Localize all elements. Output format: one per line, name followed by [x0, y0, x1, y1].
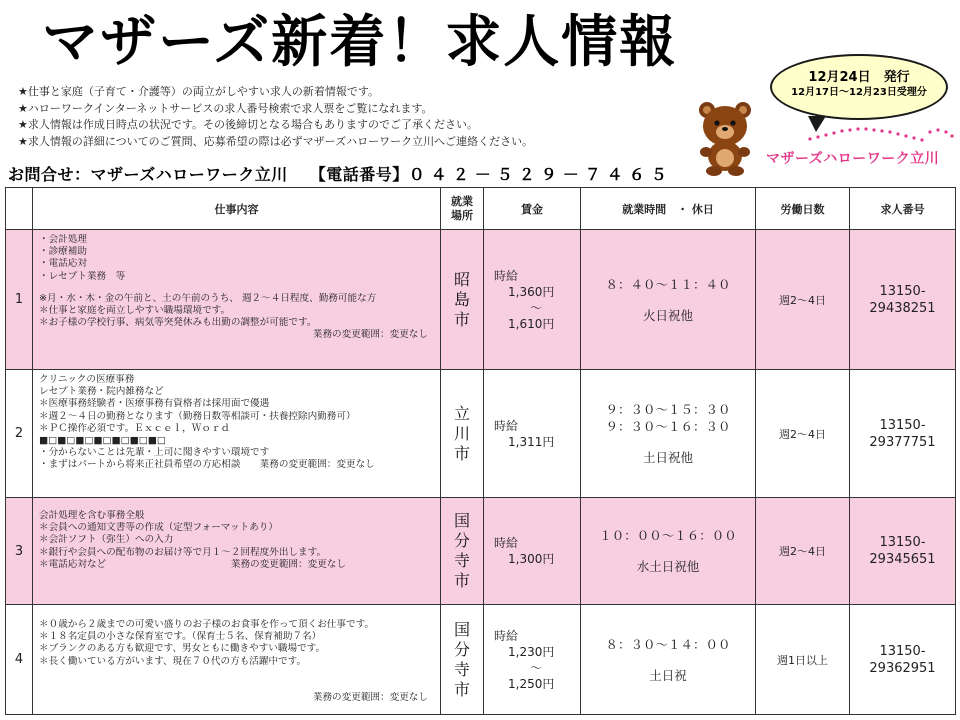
brand-logo	[762, 126, 956, 174]
header-location: 就業場所	[441, 188, 484, 230]
job-description: クリニックの医療事務 レセプト業務・院内雑務など ＊医療事務経験者・医療事務有資格者は採用面で優遇 ＊週２～４日の勤務となります（勤務日数等相談可・扶養控除内勤務可） ＊ＰＣ操作必須です。Ｅｘｃｅｌ，Ｗｏｒｄ ■□■□■□■□■□■□■□ ・分からないことは先輩・上司に聞きやすい環境です ・まずはパートから将来正社員希望の方応相談 業務の変更範囲：変更なし	[33, 370, 441, 498]
table-row	[6, 498, 956, 605]
job-holiday: 土日祝	[649, 667, 687, 683]
note-item: ★ハローワークインターネットサービスの求人番号検索で求人票をご覧になれます。	[18, 101, 433, 115]
job-scope: 業務の変更範囲：変更なし	[312, 691, 428, 703]
job-location: 昭島市	[441, 230, 484, 370]
job-holiday: 土日祝他	[642, 450, 693, 465]
job-location: 立川市	[441, 370, 484, 498]
job-days: 週2～4日	[756, 370, 850, 498]
job-hours: ８：３０～１４：００ 土日祝	[581, 605, 756, 715]
page-title: マザーズ新着！求人情報	[42, 10, 678, 75]
issue-range: 12月17日～12月23日受理分	[791, 87, 927, 98]
job-number: 13150- 29438251	[850, 230, 956, 370]
row-number: 2	[6, 370, 33, 498]
header-job-no: 求人番号	[850, 188, 956, 230]
job-wage: 時給 1,230円 ～ 1,250円	[484, 605, 581, 715]
job-hours: １０：００～１６：００ 水土日祝他	[581, 498, 756, 605]
job-wage: 時給 1,300円	[484, 498, 581, 605]
job-location: 国分寺市	[441, 605, 484, 715]
job-description: ＊０歳から２歳までの可愛い盛りのお子様のお食事を作って頂くお仕事です。 ＊１８名定員の小さな保育室です。（保育士５名、保育補助７名） ＊ブランクのある方も歓迎です、男女ともに働きやすい職場です。 ＊長く働いている方がいます、現在７０代の方も活躍中です。 業務の変更範囲：変更なし	[33, 605, 441, 715]
job-number: 13150- 29377751	[850, 370, 956, 498]
issue-date-bubble	[770, 54, 948, 120]
job-number: 13150- 29362951	[850, 605, 956, 715]
job-description: ・会計処理 ・診療補助 ・電話応対 ・レセプト業務 等 ※月・水・木・金の午前と、土の午前のうち、 週２～４日程度、勤務可能な方 ＊仕事と家庭を両立しやすい職場環境です。 ＊お子様の学校行事、病気等突発休みも出勤の調整が可能です。 業務の変更範囲：変更なし	[33, 230, 441, 370]
job-days: 週1日以上	[756, 605, 850, 715]
notes-list	[18, 84, 618, 150]
table-row	[6, 370, 956, 498]
job-scope: ＊電話応対など 業務の変更範囲：変更なし	[39, 558, 346, 570]
note-item: ★仕事と家庭（子育て・介護等）の両立がしやすい求人の新着情報です。	[18, 85, 379, 98]
job-days: 週2～4日	[756, 498, 850, 605]
contact-label: お問合せ：マザーズハローワーク立川	[8, 165, 288, 184]
job-table	[5, 187, 956, 715]
note-item: ★求人情報の詳細についてのご質問、応募希望の際は必ずマザーズハローワーク立川へご連絡ください。	[18, 134, 534, 148]
job-description: 会計処理を含む事務全般 ＊会員への通知文書等の作成（定型フォーマットあり） ＊会計ソフト（弥生）への入力 ＊銀行や会員への配布物のお届け等で月１～２回程度外出します。 ＊電話応対など 業務の変更範囲：変更なし	[33, 498, 441, 605]
phone-number: ０４２－５２９－７４６５	[408, 165, 673, 184]
job-wage: 時給 1,360円 ～ 1,610円	[484, 230, 581, 370]
job-holiday: 火日祝他	[642, 307, 693, 323]
dotted-arc-icon	[762, 126, 956, 148]
contact-line	[8, 162, 673, 185]
job-days: 週2～4日	[756, 230, 850, 370]
header-num	[6, 188, 33, 230]
job-wage: 時給 1,311円	[484, 370, 581, 498]
brand-name: マザーズハローワーク立川	[766, 151, 940, 167]
table-row	[6, 605, 956, 715]
row-number: 1	[6, 230, 33, 370]
job-holiday: 水土日祝他	[636, 559, 700, 574]
job-location: 国分寺市	[441, 498, 484, 605]
row-number: 3	[6, 498, 33, 605]
header-wage: 賃金	[484, 188, 581, 230]
job-scope: ・まずはパートから将来正社員希望の方応相談 業務の変更範囲：変更なし	[39, 459, 375, 471]
bear-mascot-icon	[694, 98, 756, 176]
table-header-row	[6, 188, 956, 230]
phone-label: 【電話番号】	[309, 165, 409, 184]
job-number: 13150- 29345651	[850, 498, 956, 605]
header-hours: 就業時間 ・ 休日	[581, 188, 756, 230]
job-hours: ９：３０～１５：３０ ９：３０～１６：３０ 土日祝他	[581, 370, 756, 498]
note-item: ★求人情報は作成日時点の状況です。その後締切となる場合もありますのでご了承ください。	[18, 118, 478, 131]
table-row	[6, 230, 956, 370]
job-scope: 業務の変更範囲：変更なし	[312, 329, 428, 341]
job-hours: ８：４０～１１：４０ 火日祝他	[581, 230, 756, 370]
row-number: 4	[6, 605, 33, 715]
header-content: 仕事内容	[33, 188, 441, 230]
issue-date: 12月24日 発行	[808, 70, 910, 85]
header-days: 労働日数	[756, 188, 850, 230]
